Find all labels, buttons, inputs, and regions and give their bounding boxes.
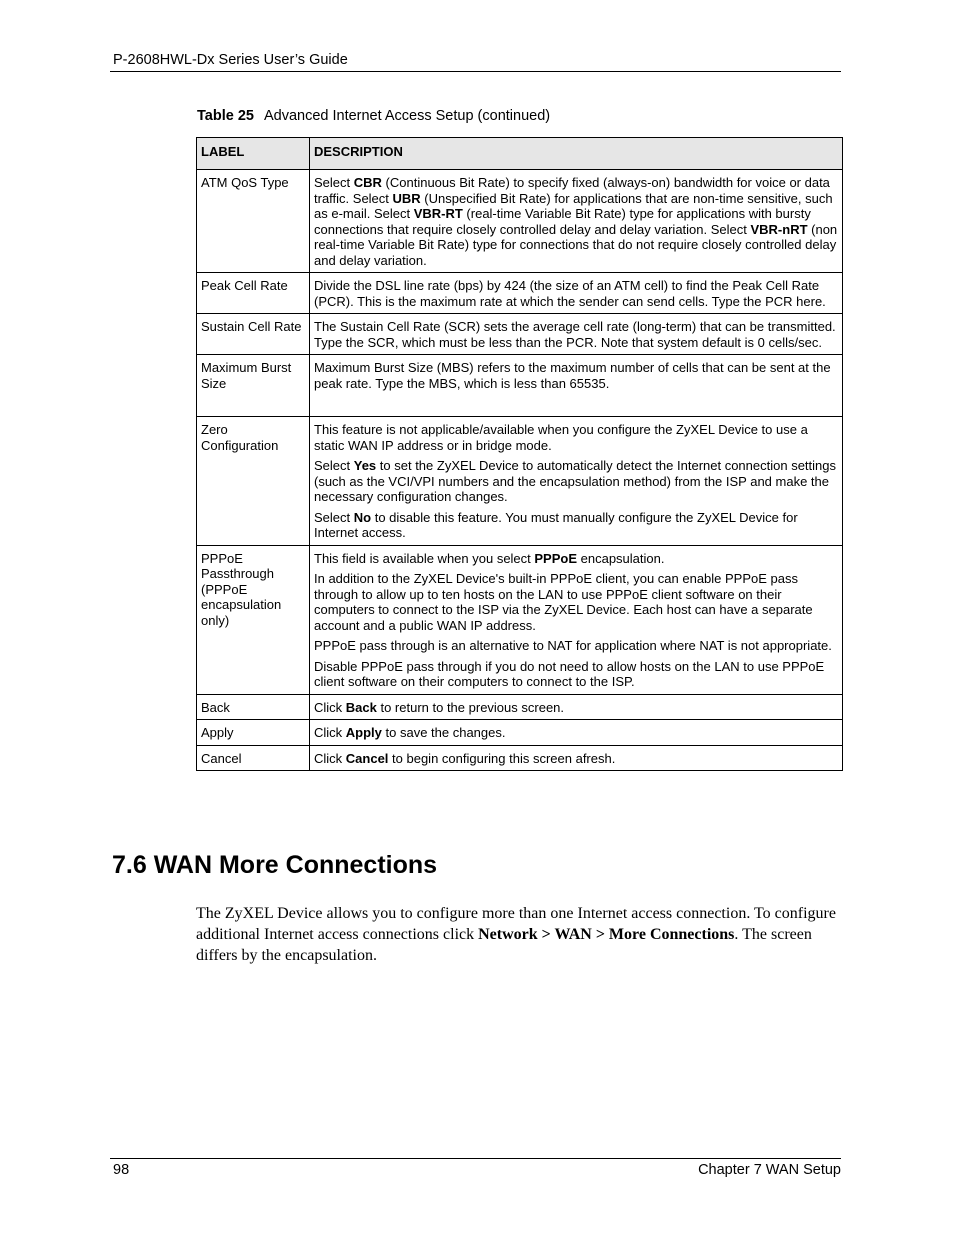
- row-label: Back: [197, 694, 310, 720]
- running-header-title: P-2608HWL-Dx Series User’s Guide: [113, 52, 348, 68]
- description-paragraph: [314, 175, 838, 268]
- text-run: This feature is not applicable/available when you configure the ZyXEL Device to use a static WAN IP address or in bridge mode.: [314, 422, 808, 453]
- description-paragraph: [314, 725, 838, 741]
- table-caption-text: Advanced Internet Access Setup (continued): [263, 108, 551, 124]
- row-description: [310, 745, 843, 771]
- text-run: to set the ZyXEL Device to automatically detect the Internet connection settings (such as the VCI/VPI numbers and the encapsulation method) from the ISP and make the necessary configuration changes.: [314, 458, 836, 504]
- footer-divider: [110, 1158, 841, 1159]
- row-description: [310, 694, 843, 720]
- description-paragraph: [314, 638, 838, 654]
- text-run: PPPoE pass through is an alternative to NAT for application where NAT is not appropriate.: [314, 638, 832, 653]
- column-header-label: LABEL: [197, 138, 310, 170]
- text-run: Click: [314, 699, 346, 715]
- description-paragraph: [314, 510, 838, 541]
- bold-term: VBR-RT: [413, 206, 463, 221]
- description-paragraph: [314, 571, 838, 633]
- text-run: The ZyXEL Device allows you to configure more than one Internet access connection. To configure additional Internet access connections click: [196, 905, 836, 943]
- bold-term: Network > WAN > More Connections: [478, 926, 735, 943]
- text-run: In addition to the ZyXEL Device's built-in PPPoE client, you can enable PPPoE pass through to allow up to ten hosts on the LAN to use PPPoE client software on their computers to connect to the ISP via the ZyXEL Device. Each host can have a separate account and a public WAN IP address.: [314, 571, 813, 633]
- text-run: The Sustain Cell Rate (SCR) sets the average cell rate (long-term) that can be transmitted. Type the SCR, which must be less than the PCR. Note that system default is 0 cells/sec.: [314, 319, 836, 350]
- bold-term: PPPoE: [534, 550, 578, 566]
- row-description: [310, 273, 843, 314]
- bold-term: No: [353, 509, 372, 525]
- description-paragraph: [314, 278, 838, 309]
- description-paragraph: [314, 422, 838, 453]
- text-run: encapsulation.: [577, 550, 665, 566]
- row-description: [310, 720, 843, 746]
- chapter-title: Chapter 7 WAN Setup: [698, 1162, 841, 1178]
- table-row: [197, 314, 843, 355]
- column-header-description: DESCRIPTION: [310, 138, 843, 170]
- text-run: Select: [314, 458, 354, 473]
- text-run: (Unspecified Bit Rate) for applications that are non-time sensitive, such as e-mail. Select: [314, 190, 833, 221]
- page-number: 98: [113, 1162, 130, 1178]
- text-run: to begin configuring this screen afresh.: [388, 750, 616, 766]
- advanced-internet-access-table: [196, 137, 843, 771]
- row-label: Peak Cell Rate: [197, 273, 310, 314]
- row-description: [310, 417, 843, 546]
- text-run: Disable PPPoE pass through if you do not need to allow hosts on the LAN to use PPPoE client software on their computers to connect to the ISP.: [314, 658, 825, 689]
- row-description: [310, 170, 843, 273]
- table-row: [197, 694, 843, 720]
- section-body-paragraph: [196, 903, 836, 966]
- row-label: Apply: [197, 720, 310, 746]
- table-header-row: [197, 138, 843, 170]
- description-paragraph: [314, 319, 838, 350]
- description-paragraph: [314, 458, 838, 505]
- row-label: Cancel: [197, 745, 310, 771]
- bold-term: Yes: [353, 458, 377, 473]
- row-description: [310, 355, 843, 417]
- text-run: Select: [314, 509, 354, 525]
- text-run: . The screen differs by the encapsulation.: [196, 926, 812, 964]
- row-label: Sustain Cell Rate: [197, 314, 310, 355]
- table-caption: [197, 108, 550, 124]
- text-run: (Continuous Bit Rate) to specify fixed (always-on) bandwidth for voice or data traffic. Select: [314, 175, 830, 206]
- table-row: [197, 355, 843, 417]
- description-paragraph: [314, 551, 838, 567]
- bold-term: CBR: [353, 175, 382, 190]
- table-caption-number: Table 25: [197, 108, 254, 124]
- description-paragraph: [314, 659, 838, 690]
- row-label: Maximum Burst Size: [197, 355, 310, 417]
- description-paragraph: [314, 360, 838, 391]
- text-run: to return to the previous screen.: [376, 699, 565, 715]
- text-run: Select: [314, 175, 354, 190]
- description-paragraph: [314, 700, 838, 716]
- text-run: Maximum Burst Size (MBS) refers to the maximum number of cells that can be sent at the peak rate. Type the MBS, which is less than 65535.: [314, 360, 831, 391]
- table-row: [197, 417, 843, 546]
- header-divider: [110, 71, 841, 72]
- text-run: (real-time Variable Bit Rate) type for applications with bursty connections that require closely controlled delay and delay variation. Select: [314, 206, 811, 237]
- table-row: [197, 720, 843, 746]
- bold-term: Apply: [345, 725, 382, 740]
- text-run: Divide the DSL line rate (bps) by 424 (the size of an ATM cell) to find the Peak Cell Rate (PCR). This is the maximum rate at which the sender can send cells. Type the PCR here.: [314, 278, 826, 309]
- text-run: Click: [314, 725, 346, 740]
- row-label: Zero Configuration: [197, 417, 310, 546]
- text-run: (non real-time Variable Bit Rate) type for connections that do not require closely controlled delay and delay variation.: [314, 221, 838, 268]
- bold-term: VBR-nRT: [750, 221, 808, 237]
- table-row: [197, 273, 843, 314]
- bold-term: Back: [345, 699, 377, 715]
- text-run: This field is available when you select: [314, 550, 535, 566]
- row-description: [310, 314, 843, 355]
- text-run: Click: [314, 750, 346, 766]
- description-paragraph: [314, 751, 838, 767]
- text-run: to save the changes.: [381, 725, 506, 740]
- table-row: [197, 170, 843, 273]
- table-row: [197, 745, 843, 771]
- table-body: [197, 170, 843, 771]
- row-description: [310, 545, 843, 694]
- row-label: ATM QoS Type: [197, 170, 310, 273]
- text-run: to disable this feature. You must manually configure the ZyXEL Device for Internet access.: [314, 509, 798, 540]
- row-label: PPPoE Passthrough (PPPoE encapsulation only): [197, 545, 310, 694]
- bold-term: UBR: [392, 190, 421, 206]
- bold-term: Cancel: [345, 750, 389, 766]
- section-heading: 7.6 WAN More Connections: [112, 851, 438, 879]
- table-row: [197, 545, 843, 694]
